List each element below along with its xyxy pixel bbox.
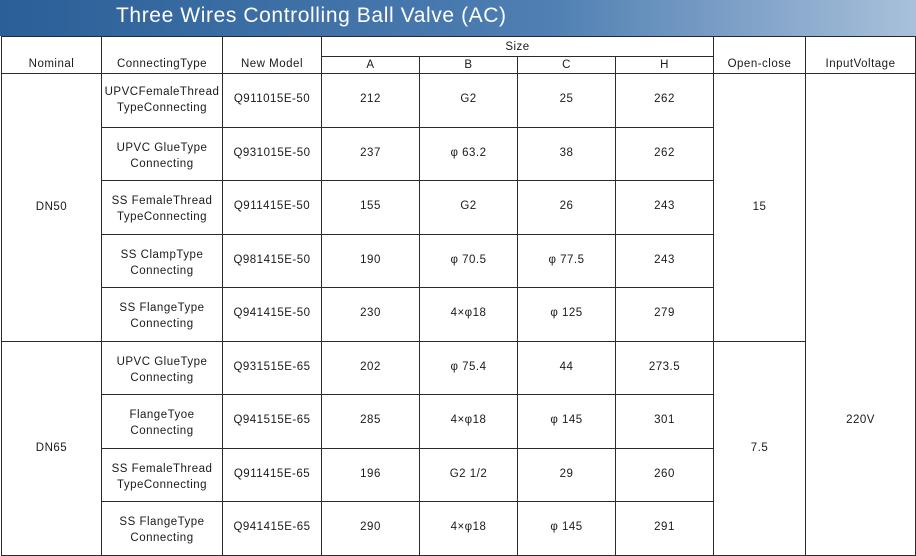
model-cell: Q941515E-65 [223,395,322,449]
size-b-cell: φ 75.4 [420,341,518,395]
size-a-cell: 285 [322,395,420,449]
page-title: Three Wires Controlling Ball Valve (AC) [116,4,507,27]
size-b-cell: G2 [420,181,518,235]
size-h-cell: 279 [616,288,714,342]
size-a-cell: 212 [322,74,420,128]
connecting-type-cell: UPVCFemaleThread TypeConnecting [102,74,223,128]
size-c-cell: 26 [518,181,616,235]
connecting-type-cell: UPVC GlueType Connecting [102,341,223,395]
model-cell: Q931015E-50 [223,127,322,181]
size-h-cell: 262 [616,74,714,128]
size-a-cell: 237 [322,127,420,181]
input-voltage-cell: 220V [806,74,916,556]
size-b-cell: φ 63.2 [420,127,518,181]
nominal-cell: DN50 [2,74,102,342]
header-row-1 [2,37,916,57]
size-a-cell: 290 [322,502,420,556]
header-input-voltage: InputVoltage [806,37,916,74]
size-a-cell: 190 [322,234,420,288]
size-c-cell: 29 [518,448,616,502]
open-close-cell: 7.5 [714,341,806,555]
connecting-type-cell: SS FlangeType Connecting [102,288,223,342]
header-open-close: Open-close [714,37,806,74]
table-row [2,74,916,128]
model-cell: Q941415E-50 [223,288,322,342]
connecting-type-cell: UPVC GlueType Connecting [102,127,223,181]
size-a-cell: 155 [322,181,420,235]
size-a-cell: 196 [322,448,420,502]
model-cell: Q941415E-65 [223,502,322,556]
size-c-cell: φ 145 [518,395,616,449]
size-c-cell: φ 77.5 [518,234,616,288]
connecting-type-cell: SS FlangeType Connecting [102,502,223,556]
size-c-cell: φ 125 [518,288,616,342]
connecting-type-cell: SS FemaleThread TypeConnecting [102,448,223,502]
connecting-type-cell: SS ClampType Connecting [102,234,223,288]
size-b-cell: 4×φ18 [420,395,518,449]
open-close-cell: 15 [714,74,806,342]
model-cell: Q911015E-50 [223,74,322,128]
size-c-cell: 38 [518,127,616,181]
title-bar [0,0,916,36]
nominal-cell: DN65 [2,341,102,555]
size-h-cell: 291 [616,502,714,556]
size-c-cell: 44 [518,341,616,395]
table-row [2,341,916,395]
model-cell: Q911415E-65 [223,448,322,502]
spec-table [1,36,916,556]
size-c-cell: φ 145 [518,502,616,556]
size-b-cell: 4×φ18 [420,288,518,342]
size-b-cell: G2 1/2 [420,448,518,502]
size-a-cell: 230 [322,288,420,342]
size-h-cell: 273.5 [616,341,714,395]
header-connecting-type: ConnectingType [102,37,223,74]
size-h-cell: 260 [616,448,714,502]
header-nominal: Nominal [2,37,102,74]
model-cell: Q931515E-65 [223,341,322,395]
header-size-b: B [420,57,518,74]
size-h-cell: 301 [616,395,714,449]
size-b-cell: G2 [420,74,518,128]
size-h-cell: 243 [616,234,714,288]
header-size-a: A [322,57,420,74]
size-b-cell: 4×φ18 [420,502,518,556]
model-cell: Q981415E-50 [223,234,322,288]
connecting-type-cell: SS FemaleThread TypeConnecting [102,181,223,235]
model-cell: Q911415E-50 [223,181,322,235]
size-a-cell: 202 [322,341,420,395]
size-h-cell: 243 [616,181,714,235]
header-size: Size [322,37,714,57]
size-h-cell: 262 [616,127,714,181]
header-new-model: New Model [223,37,322,74]
header-size-c: C [518,57,616,74]
connecting-type-cell: FlangeTyoe Connecting [102,395,223,449]
size-c-cell: 25 [518,74,616,128]
size-b-cell: φ 70.5 [420,234,518,288]
header-size-h: H [616,57,714,74]
